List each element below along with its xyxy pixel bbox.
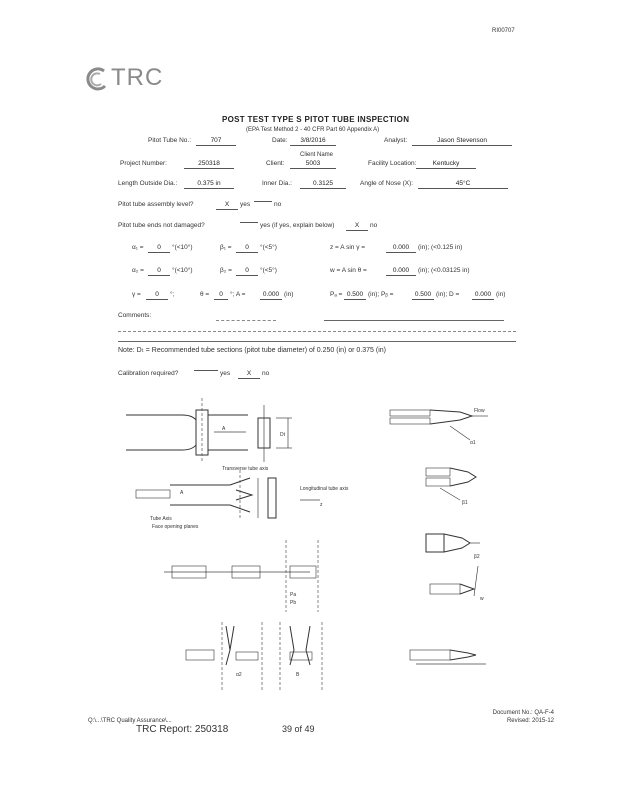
alpha1-unit: °(<10°) — [172, 244, 193, 251]
longitudinal-label: Longitudinal tube axis — [300, 486, 349, 492]
date-value: 3/8/2016 — [290, 137, 336, 146]
dt-label: Dt — [280, 432, 285, 438]
a-value: 0.000 — [260, 291, 282, 300]
calibration-label: Calibration required? — [118, 370, 179, 377]
z-unit: (in); (<0.125 in) — [418, 244, 463, 251]
client-name-label: Client Name — [300, 152, 334, 158]
beta2-diag: β2 — [474, 554, 480, 560]
alpha1-value: 0 — [148, 244, 170, 253]
b-diag: B — [296, 672, 300, 678]
a2-diag: α2 — [236, 672, 242, 678]
tube-axis-label: Tube Axis — [150, 516, 172, 522]
pa-label: Pₐ = — [330, 291, 343, 298]
beta2-unit: °(<5°) — [260, 267, 277, 274]
d-value: 0.000 — [472, 291, 494, 300]
facility-value: Kentucky — [416, 160, 476, 169]
q1-yes-label: yes — [240, 201, 251, 208]
beta2-value: 0 — [236, 267, 258, 276]
footer-page-number: 39 of 49 — [282, 724, 315, 734]
client-label: Client: — [266, 160, 285, 167]
z-value: 0.000 — [386, 244, 416, 253]
analyst-label: Analyst: — [384, 137, 408, 144]
q2-no-label: no — [370, 222, 378, 229]
length-value: 0.375 in — [184, 180, 234, 189]
alpha2-label: α₂ = — [132, 267, 144, 274]
q2-text: Pitot tube ends not damaged? — [118, 222, 205, 229]
w-unit: (in); (<0.03125 in) — [418, 267, 470, 274]
pa-value: 0.500 — [344, 291, 366, 300]
angle-value: 45°C — [418, 180, 508, 189]
pitot-tube-no-value: 707 — [196, 137, 236, 146]
beta1-value: 0 — [236, 244, 258, 253]
theta-value: 0 — [214, 291, 228, 300]
pitot-tube-no-label: Pitot Tube No.: — [148, 137, 191, 144]
footer-revised: Revised: 2015-12 — [506, 718, 554, 724]
beta1-unit: °(<5°) — [260, 244, 277, 251]
z-label: z = A sin γ = — [330, 244, 366, 251]
gamma-label: γ = — [132, 291, 141, 298]
beta2-label: β₂ = — [220, 267, 232, 274]
length-label: Length Outside Dia.: — [118, 180, 178, 187]
client-value: 5003 — [290, 160, 336, 169]
note-text: Note: Dₜ = Recommended tube sections (pitot tube diameter) of 0.250 (in) or 0.375 (in) — [118, 347, 387, 354]
footer-file-path: Q:\...\TRC Quality Assurance\... — [88, 718, 172, 724]
diagram-side-view — [126, 398, 292, 462]
beta1-diag: β1 — [462, 500, 468, 506]
inner-dia-label: Inner Dia.: — [262, 180, 292, 187]
q1-no-label: no — [274, 201, 282, 208]
page-subtitle: (EPA Test Method 2 - 40 CFR Part 60 Appendix A) — [246, 127, 380, 133]
transverse-axis-label: Transverse tube axis — [222, 466, 269, 472]
footer-doc-number: Document No.: QA-F-4 — [492, 710, 554, 716]
pb-unit: (in); D = — [436, 291, 460, 298]
facility-label: Facility Location: — [368, 160, 417, 167]
diagram-top-right — [390, 408, 488, 446]
pa-diag: Pa — [290, 592, 297, 598]
alpha2-value: 0 — [148, 267, 170, 276]
d-unit: (in) — [496, 291, 506, 298]
calibration-no-label: no — [262, 370, 270, 377]
face-opening-label: Face opening planes — [152, 524, 199, 530]
angle-label: Angle of Nose (X): — [360, 180, 414, 187]
logo-text: TRC — [111, 64, 164, 91]
alpha1-label: α₁ = — [132, 244, 144, 251]
svg-text:A: A — [222, 426, 226, 432]
diagram-horizontal — [164, 540, 318, 612]
pb-diag: Pb — [290, 600, 297, 606]
footer-report: TRC Report: 250318 — [136, 724, 229, 735]
comments-label: Comments: — [118, 312, 152, 319]
gamma-unit: °; — [170, 291, 175, 298]
calibration-yes-label: yes — [220, 370, 231, 377]
w-value: 0.000 — [386, 267, 416, 276]
pb-value: 0.500 — [412, 291, 434, 300]
a-diag: A — [180, 490, 184, 496]
alpha1-diag: α1 — [470, 440, 476, 446]
diagram-right-stack — [410, 468, 486, 664]
project-number-label: Project Number: — [120, 160, 167, 167]
date-label: Date: — [272, 137, 288, 144]
project-number-value: 250318 — [184, 160, 234, 169]
w-diag: w — [480, 596, 484, 602]
gamma-value: 0 — [146, 291, 168, 300]
a-unit: (in) — [284, 291, 294, 298]
z-diag: z — [320, 502, 323, 508]
calibration-no-mark: X — [238, 370, 260, 379]
alpha2-unit: °(<10°) — [172, 267, 193, 274]
q2-no-mark: X — [346, 222, 368, 231]
beta1-label: β₁ = — [220, 244, 232, 251]
q1-yes-mark: X — [216, 201, 238, 210]
q1-text: Pitot tube assembly level? — [118, 201, 194, 208]
flow-label: Flow — [474, 408, 485, 414]
theta-label: θ = — [200, 291, 210, 298]
theta-unit: °; A = — [230, 291, 246, 298]
analyst-value: Jason Stevenson — [412, 137, 512, 146]
page-title: POST TEST TYPE S PITOT TUBE INSPECTION — [222, 115, 410, 124]
w-label: w = A sin θ = — [330, 267, 367, 274]
diagram-transverse — [136, 466, 349, 530]
pa-unit: (in); Pᵦ = — [368, 291, 394, 298]
q2-yes-label: yes (if yes, explain below) — [260, 222, 335, 229]
document-id: RI00707 — [492, 28, 515, 34]
diagram-bottom-left — [186, 622, 322, 690]
inner-dia-value: 0.3125 — [300, 180, 346, 189]
